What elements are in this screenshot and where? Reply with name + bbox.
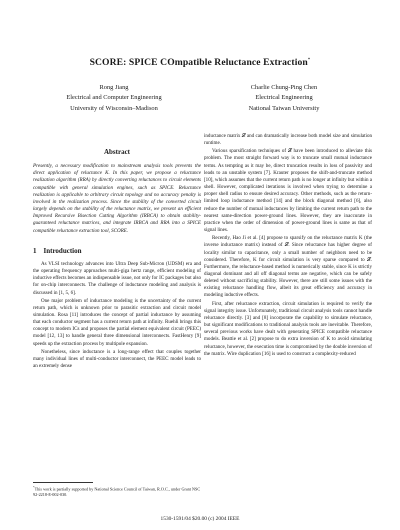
abstract-heading: Abstract — [103, 148, 131, 156]
author-name: Rong Jiang — [99, 84, 129, 91]
right-column — [204, 133, 372, 358]
paragraph: Various sparsification techniques of 𝓛 have been introduced to alleviate this problem. The most straight forward way is to truncate small mutual inductance terms. As tempting as it may be, direct truncation results in loss of passivity and leads to an unstable system [7]. Krauter proposes the shift-and-truncate method [10], which assumes that the current return path is no longer at infinity but within a shell. However, complicated iterations is involved when trying to determine a proper shell radius to ensure desired accuracy. Other methods, such as the return-limited loop inductance method [14] and the block diagonal method [6], also reduce the number of mutual inductances by limiting the current return path to the nearest same-direction power-ground lines. However, they are inaccurate in practice when the order of dimension of power-ground lines is same as that of signal lines. — [204, 148, 372, 234]
author-name: Charlie Chung-Ping Chen — [250, 84, 318, 91]
title-footnote-mark: * — [307, 57, 311, 63]
section-number: 1 — [33, 246, 37, 255]
paragraph: Recently, Hao Ji et al. [4] propose to sparsify on the reluctance matrix K (the inverse inductance matrix) instead of 𝓛. Since reluctance has higher degree of locality similar to capacitance, only a small number of neighbors need to be considered. Therefore, K for circuit simulation is very sparse compared to 𝓛. Furthermore, the reluctance-based method is numerically stable, since K is strictly diagonal dominant and all off diagonal terms are negative, which can be safely deleted without sacrificing stability. However, there are still some issues with the existing reluctance handling flow, albeit its great efficiency and accuracy in modeling inductive effects. — [204, 235, 372, 299]
footnote-mark: * — [33, 485, 35, 489]
left-column — [33, 149, 201, 370]
author-block-2 — [204, 83, 364, 114]
section-title: Introduction — [43, 246, 82, 255]
footnote — [33, 485, 201, 497]
author-institution: University of Wisconsin–Madison — [70, 104, 158, 112]
copyright-line: 1530-1591/04 $20.00 (c) 2004 IEEE — [160, 516, 240, 522]
paragraph: Nonetheless, since inductance is a long-range effect that couples together many individual lines of multi-conductor interconnect, the PEEC model leads to an extremely dense — [33, 348, 201, 370]
author-department: Electrical and Computer Engineering — [66, 94, 162, 102]
abstract-text: Presently, a necessary modification to mainstream analysis tools prevents the direct application of reluctance K. In this paper, we propose a reluctance realization algorithm (RRA) by directly converting reluctances to circuit elements compatible with general simulation engines, such as SPICE. Reluctance realization is applicable to arbitrary circuit topology and no accuracy penalty is involved in the realization process. Since the stability of the converted circuit largely depends on the stability of the reluctance matrix, we present an efficient Improved Recursive Bisection Cutting Algorithm (IRBCA) to obtain stability-guaranteed reluctance matrices, and integrate IRBCA and RRA into a SPICE compatible reluctance extraction tool, SCORE. — [33, 163, 201, 234]
paragraph: As VLSI technology advances into Ultra Deep Sub-Micron (UDSM) era and the operating frequency approaches multi-giga hertz range, efficient modeling of inductive effects becomes an indispensable issue, not only for IC packages but also for on-chip interconnects. The challenge of inductance modeling and analysis is discussed in [1, 5, 6]. — [33, 260, 201, 296]
paper-title — [0, 57, 400, 68]
footnote-divider — [33, 482, 93, 483]
author-department: Electrical Engineering — [255, 94, 313, 102]
author-institution: National Taiwan University — [248, 104, 320, 112]
paragraph: One major problem of inductance modeling is the uncertainty of the current return path, which is unknown prior to parasitic extraction and circuit model simulation. Rosa [11] introduces the concept of partial inductance by assuming that each conductor segment has a current return path at infinity. Ruehli brings this concept to modern ICs and proposes the partial element equivalent circuit (PEEC) model [12, 13] to handle general three dimensional interconnects. FastHenry [9] speeds up the extraction process by multipole expansion. — [33, 297, 201, 347]
paper-title-text: SCORE: SPICE COmpatible Reluctance Extraction — [89, 57, 308, 68]
paragraph: First, after reluctance extraction, circuit simulation is required to verify the signal integrity issue. Unfortunately, traditional circuit analysis tools cannot handle reluctance directly. [3] and [8] incorporate the capability to simulate reluctance, but significant modifications to traditional analysis tools are inevitable. Therefore, several previous works have dealt with generating SPICE compatible reluctance models. Beattie et al. [2] propose to do extra inversion of K to avoid simulating reluctance, however, the execution time is compromised by the double inversion of the matrix. Wire duplication [16] is used to construct a complexity-reduced — [204, 300, 372, 357]
footnote-text: This work is partially supported by National Science Council of Taiwan, R.O.C., under Grant NSC 92-2218-E-002-030. — [33, 486, 201, 497]
author-block-1 — [34, 83, 194, 114]
paragraph: inductance matrix 𝓛 and can dramatically increase both model size and simulation runtime. — [204, 133, 372, 147]
section-heading — [33, 248, 201, 255]
